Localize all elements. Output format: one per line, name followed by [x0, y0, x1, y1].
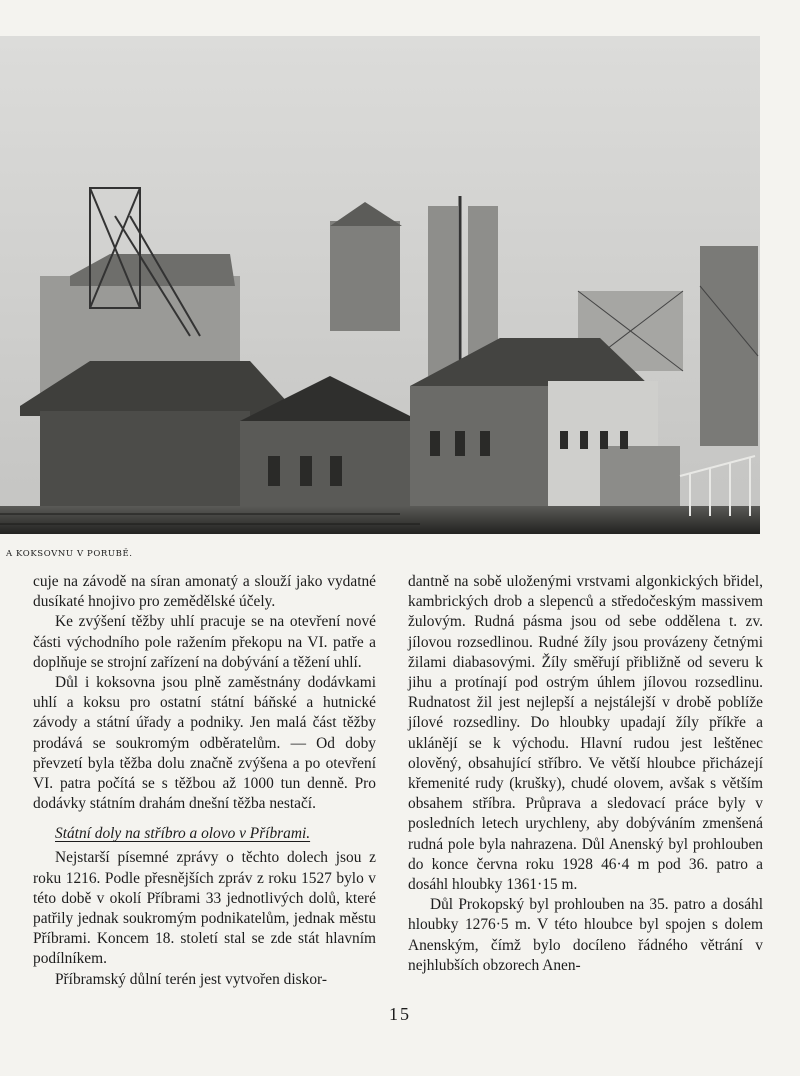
industrial-photograph — [0, 36, 760, 534]
paragraph: Důl i koksovna jsou plně zaměstnány dodávkami uhlí a koksu pro ostatní státní báňské a hutnické závody a státní úřady a podniky. Jen malá část těžby prodává se soukromým odběratelům. — Od doby převzetí byla těžba dolu značně zvýšena a po otevření VI. patra počítá se s těžbou až 1000 tun denně. Pro dodávky státním drahám dnešní těžba nestačí. — [33, 674, 376, 813]
paragraph: Příbramský důlní terén jest vytvořen diskor- — [55, 970, 327, 988]
paragraph: Ke zvýšení těžby uhlí pracuje se na otevření nové části východního pole ražením překopu na VI. patře a doplňuje se strojní zařízení na dobývání a těžení uhlí. — [33, 613, 376, 671]
left-column — [33, 572, 376, 990]
paragraph: Nejstarší písemné zprávy o těchto dolech jsou z roku 1216. Podle přesnějších zpráv z roku 1527 bylo v této době v okolí Příbrami 33 jednotlivých dolů, které patřily jednak soukromým podnikatelům, jednak městu Příbrami. Koncem 18. století stal se zde stát hlavním podílníkem. — [33, 849, 376, 968]
right-column — [408, 572, 763, 976]
page-number: 15 — [389, 1004, 411, 1024]
paragraph: cuje na závodě na síran amonatý a slouží jako vydatné dusíkaté hnojivo pro zemědělské účely. — [33, 573, 376, 611]
paragraph: Důl Prokopský byl prohlouben na 35. patro a dosáhl hloubky 1276·5 m. V této hloubce byl spojen s dolem Anenským, čímž bylo docíleno řádného větrání v nejhlubších obzorech Anen- — [408, 896, 763, 974]
section-heading: Státní doly na stříbro a olovo v Příbrami. — [55, 825, 311, 843]
paragraph: dantně na sobě uloženými vrstvami algonkických břidel, kambrických drob a slepenců a středočeským massivem žulovým. Rudná pásma jsou od sebe oddělena t. zv. jílovou rozsedlinou. Rudné žíly jsou provázeny četnými žilami diabasovými. Žíly směřují přibližně od severu k jihu a protínají pod ostrým úhlem jílovou rozsedlinu. Rudnatost žil jest nejlepší a nejstálejší v drobě poblíže jílové rozsedliny. Do hloubky upadají žíly příkře a uklánějí se k východu. Hlavní rudou jest leštěnec olověný, obsahující stříbro. Ve větší hloubce přicházejí křemenité rudy (krušky), chudé olovem, avšak s větším obsahem stříbra. Průprava a sledovací práce byly v posledních letech urychleny, aby dobýváním zmenšená rudná pole byla nahrazena. Důl Anenský byl prohlouben do konce června roku 1928 46·4 m pod 36. patro a dosáhl hloubky 1361·15 m. — [408, 573, 763, 894]
figure-caption: A KOKSOVNU V PORUBĚ. — [6, 549, 133, 559]
